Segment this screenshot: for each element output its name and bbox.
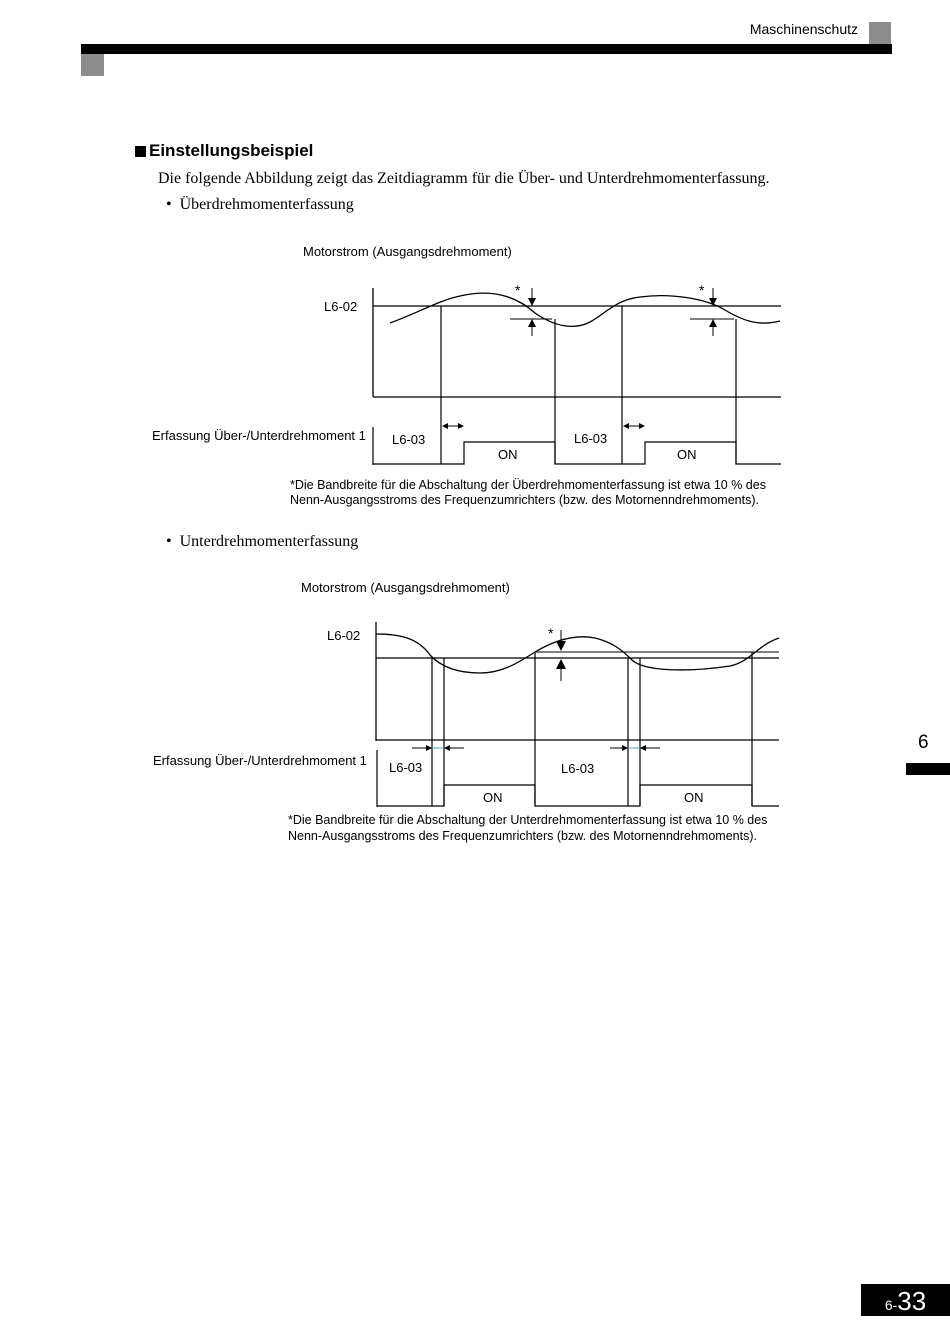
undertorque-delay-arrow-left-icon [444, 745, 450, 751]
page-number-box [861, 1284, 950, 1316]
overtorque-asterisk-1: * [515, 282, 521, 298]
undertorque-delay-arrow-right-icon [426, 745, 432, 751]
undertorque-level-label: L6-02 [327, 628, 361, 643]
undertorque-delay-arrow-right-icon [622, 745, 628, 751]
bullet-overtorque-text: Überdrehmomenterfassung [179, 196, 354, 213]
page-number: 33 [897, 1286, 927, 1316]
undertorque-delay-arrow-left-icon [640, 745, 646, 751]
bullet-dot: • [166, 196, 172, 213]
undertorque-output-label: Erfassung Über-/Unterdrehmoment 1 [153, 753, 367, 768]
undertorque-arrow-down-icon [556, 641, 566, 651]
overtorque-y-label: Motorstrom (Ausgangsdrehmoment) [303, 244, 512, 259]
header-section-title: Maschinenschutz [749, 21, 858, 37]
undertorque-arrow-up-icon [556, 659, 566, 669]
overtorque-asterisk-2: * [699, 282, 705, 298]
undertorque-note-line-1: *Die Bandbreite für die Abschaltung der Unterdrehmomenterfassung ist etwa 10 % des [288, 813, 768, 827]
undertorque-output-signal [377, 785, 779, 806]
bullet-dot: • [166, 533, 172, 550]
chapter-number: 6 [918, 732, 929, 753]
overtorque-level-label: L6-02 [324, 299, 358, 314]
overtorque-output-label: Erfassung Über-/Unterdrehmoment 1 [152, 428, 366, 443]
undertorque-on-label-1: ON [483, 790, 503, 805]
overtorque-delay-label-2: L6-03 [574, 431, 608, 446]
undertorque-asterisk: * [548, 625, 554, 641]
undertorque-delay-label-2: L6-03 [561, 761, 595, 776]
undertorque-y-label: Motorstrom (Ausgangsdrehmoment) [301, 580, 510, 595]
overtorque-note-line-1: *Die Bandbreite für die Abschaltung der Überdrehmomenterfassung ist etwa 10 % des [290, 478, 766, 492]
overtorque-on-label-1: ON [498, 447, 518, 462]
undertorque-on-label-2: ON [684, 790, 704, 805]
overtorque-note-line-2: Nenn-Ausgangsstroms des Frequenzumrichters (bzw. des Motornenndrehmoments). [290, 493, 759, 507]
overtorque-on-label-2: ON [677, 447, 697, 462]
chapter-tab-bar [906, 763, 950, 775]
bullet-undertorque-text: Unterdrehmomenterfassung [179, 533, 359, 550]
intro-paragraph: Die folgende Abbildung zeigt das Zeitdiagramm für die Über- und Unterdrehmomenterfassung. [158, 170, 770, 187]
overtorque-delay-label-1: L6-03 [392, 432, 426, 447]
page-number-prefix: 6- [884, 1297, 898, 1313]
undertorque-delay-label-1: L6-03 [389, 760, 423, 775]
undertorque-note-line-2: Nenn-Ausgangsstroms des Frequenzumrichters (bzw. des Motornenndrehmoments). [288, 829, 757, 843]
undertorque-current-waveform [376, 634, 779, 673]
section-heading-text: Einstellungsbeispiel [149, 141, 314, 160]
